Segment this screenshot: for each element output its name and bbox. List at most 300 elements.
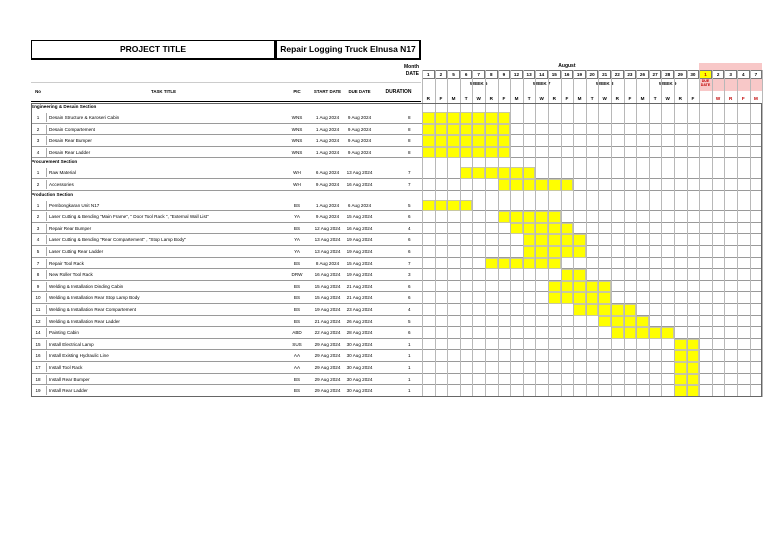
gantt-bar-cell: [523, 234, 536, 246]
gantt-bar-cell: [510, 167, 523, 179]
day-header-19: 28: [661, 70, 674, 79]
col-pic-header: PIC: [293, 89, 301, 94]
day-header-6: 9: [498, 70, 511, 79]
gantt-bar-cell: [548, 211, 561, 223]
grid-line: [586, 70, 587, 397]
gantt-bar-cell: [548, 246, 561, 258]
gantt-bar-cell: [535, 246, 548, 258]
gantt-bar-cell: [624, 304, 637, 316]
gantt-bar-cell: [674, 362, 687, 374]
grid-line: [636, 70, 637, 397]
task-due-date: 21 Aug 2024: [346, 283, 373, 289]
task-pic: WH: [293, 182, 301, 187]
task-no: 11: [35, 307, 41, 312]
task-title: Raw Material: [46, 168, 282, 177]
task-pic: AA: [293, 365, 301, 370]
task-no: 19: [35, 388, 41, 394]
day-header-26: 7: [750, 70, 763, 79]
gantt-bar-cell: [661, 327, 674, 339]
task-no: 15: [35, 341, 41, 347]
grid-line: [712, 70, 713, 397]
grid-line: [485, 70, 486, 397]
task-duration: 6: [408, 214, 411, 220]
task-title: Welding & Installation Rear Compartement: [46, 305, 282, 314]
task-due-date: 28 Aug 2024: [346, 330, 373, 336]
day-header-17: 26: [636, 70, 649, 79]
gantt-bar-cell: [460, 200, 473, 212]
task-title: Install Rear Ladder: [46, 386, 282, 395]
task-duration: 8: [408, 138, 411, 144]
due-date-label: DUE DATE: [700, 79, 711, 87]
weekday-17: M: [640, 96, 645, 101]
task-start-date: 19 Aug 2024: [314, 307, 341, 312]
weekday-15: R: [615, 96, 619, 101]
col-task-header: TASK TITLE: [150, 89, 177, 94]
task-title: Desain Rear Ladder: [46, 148, 282, 157]
gantt-bar-cell: [472, 135, 485, 147]
task-duration: 5: [408, 318, 411, 324]
task-pic: YA: [294, 237, 300, 243]
task-pic: BS: [293, 295, 301, 301]
task-duration: 6: [408, 283, 411, 289]
day-header-7: 12: [510, 70, 523, 79]
task-pic: WNS: [291, 149, 303, 155]
gantt-bar-cell: [573, 234, 586, 246]
gantt-bar-cell: [598, 281, 611, 293]
gantt-bar-cell: [422, 112, 435, 124]
task-no: 2: [36, 214, 40, 220]
day-header-4: 7: [472, 70, 485, 79]
task-pic: YA: [294, 249, 300, 254]
weekday-2: M: [451, 96, 456, 101]
task-start-date: 1 Aug 2024: [315, 126, 340, 132]
day-header-22: 1: [699, 70, 712, 79]
task-pic: BS: [293, 260, 301, 266]
gantt-bar-cell: [510, 258, 523, 270]
task-title: Welding & Installation Dinding Cabin: [46, 282, 282, 291]
task-due-date: 21 Aug 2024: [346, 295, 373, 301]
task-no: 1: [36, 115, 40, 120]
gantt-bar-cell: [561, 269, 574, 281]
grid-line: [498, 70, 499, 397]
task-due-date: 30 Aug 2024: [346, 353, 373, 359]
col-no-header: No: [35, 89, 41, 94]
gantt-bar-cell: [548, 292, 561, 304]
day-header-12: 19: [573, 70, 586, 79]
gantt-bar-cell: [447, 200, 460, 212]
task-duration: 4: [408, 307, 411, 312]
gantt-bar-cell: [561, 281, 574, 293]
gantt-bar-cell: [598, 292, 611, 304]
gantt-bar-cell: [561, 292, 574, 304]
gantt-bar-cell: [447, 124, 460, 136]
gantt-bar-cell: [435, 147, 448, 159]
section-title-1: Procurement Section: [31, 159, 78, 165]
task-start-date: 22 Aug 2024: [314, 330, 341, 336]
task-duration: 1: [408, 353, 411, 359]
week-label-8: WEEK 8: [595, 81, 614, 86]
day-header-1: 2: [435, 70, 448, 79]
task-duration: 5: [408, 202, 411, 208]
gantt-bar-cell: [498, 124, 511, 136]
task-title: Install Tool Rack: [46, 363, 282, 372]
task-duration: 8: [408, 126, 411, 132]
gantt-bar-cell: [535, 223, 548, 235]
gantt-bar-cell: [561, 223, 574, 235]
task-due-date: 16 Aug 2024: [346, 225, 373, 231]
task-no: 12: [35, 318, 41, 324]
task-duration: 6: [408, 249, 411, 254]
task-duration: 7: [408, 182, 411, 187]
gantt-bar-cell: [624, 327, 637, 339]
gantt-bar-cell: [472, 124, 485, 136]
day-header-14: 21: [598, 70, 611, 79]
gantt-bar-cell: [472, 112, 485, 124]
gantt-bar-cell: [460, 124, 473, 136]
gantt-bar-cell: [535, 211, 548, 223]
task-due-date: 30 Aug 2024: [346, 341, 373, 347]
gantt-bar-cell: [447, 147, 460, 159]
gantt-bar-cell: [573, 246, 586, 258]
weekday-14: W: [602, 96, 607, 101]
weekday-25: F: [741, 96, 745, 101]
gantt-bar-cell: [485, 258, 498, 270]
gantt-bar-cell: [485, 112, 498, 124]
grid-line: [661, 70, 662, 397]
task-title: New Roller Tool Rack: [46, 270, 282, 279]
gantt-bar-cell: [460, 112, 473, 124]
day-header-3: 6: [460, 70, 473, 79]
gantt-bar-cell: [498, 211, 511, 223]
task-due-date: 15 Aug 2024: [346, 214, 373, 220]
gantt-bar-cell: [548, 223, 561, 235]
weekday-22: T: [704, 96, 707, 101]
task-title: Laser Cutting Rear Ladder: [46, 247, 282, 256]
gantt-bar-cell: [435, 200, 448, 212]
gantt-bar-cell: [535, 258, 548, 270]
weekday-20: R: [678, 96, 682, 101]
grid-line: [611, 70, 612, 397]
grid-line: [422, 70, 423, 397]
weekday-5: R: [489, 96, 493, 101]
task-title: Painting Cabin: [46, 328, 282, 337]
day-header-11: 16: [561, 70, 574, 79]
task-due-date: 19 Aug 2024: [346, 249, 373, 254]
weekday-7: M: [514, 96, 519, 101]
task-start-date: 29 Aug 2024: [314, 388, 341, 394]
task-no: 14: [35, 330, 41, 336]
task-start-date: 1 Aug 2024: [315, 138, 340, 144]
grid-line: [724, 70, 725, 397]
gantt-bar-cell: [598, 304, 611, 316]
gantt-bar-cell: [523, 246, 536, 258]
task-no: 5: [36, 249, 40, 254]
task-due-date: 19 Aug 2024: [346, 272, 373, 278]
weekday-12: M: [577, 96, 582, 101]
grid-line: [624, 70, 625, 397]
task-pic: AA: [293, 353, 301, 359]
col-duration-header: DURATION: [385, 89, 412, 95]
weekday-24: R: [729, 96, 733, 101]
project-title-label: PROJECT TITLE: [31, 40, 276, 60]
task-duration: 4: [408, 225, 411, 231]
gantt-bar-cell: [636, 316, 649, 328]
task-duration: 1: [408, 341, 411, 347]
gantt-bar-cell: [422, 147, 435, 159]
gantt-bar-cell: [649, 327, 662, 339]
gantt-bar-cell: [523, 211, 536, 223]
weekday-21: F: [691, 96, 695, 101]
week-label-7: WEEK 7: [532, 81, 551, 86]
gantt-bar-cell: [674, 350, 687, 362]
task-no: 9: [36, 283, 40, 289]
task-start-date: 6 Aug 2024: [315, 170, 340, 176]
gantt-bar-cell: [498, 147, 511, 159]
task-start-date: 8 Aug 2024: [315, 260, 340, 266]
day-header-9: 14: [535, 70, 548, 79]
gantt-bar-cell: [674, 385, 687, 397]
gantt-bar-cell: [611, 304, 624, 316]
grid-line: [737, 70, 738, 397]
day-header-0: 1: [422, 70, 435, 79]
task-no: 4: [36, 149, 40, 155]
weekday-4: W: [476, 96, 481, 101]
grid-line: [687, 70, 688, 397]
gantt-bar-cell: [460, 167, 473, 179]
gantt-bar-cell: [586, 281, 599, 293]
task-title: Desain Compartement: [46, 125, 282, 134]
weekday-9: W: [539, 96, 544, 101]
gantt-bar-cell: [674, 339, 687, 351]
task-no: 2: [36, 126, 40, 132]
weekday-6: F: [502, 96, 506, 101]
task-no: 7: [36, 260, 40, 266]
gantt-bar-cell: [636, 327, 649, 339]
grid-line: [472, 70, 473, 397]
grid-line: [762, 70, 763, 397]
task-title: Welding & Installation Rear Ladder: [46, 317, 282, 326]
task-due-date: 9 Aug 2024: [347, 138, 372, 144]
gantt-bar-cell: [573, 269, 586, 281]
gantt-bar-cell: [485, 147, 498, 159]
week-label-9: WEEK 9: [658, 81, 677, 86]
task-pic: BS: [293, 388, 301, 394]
grid-line: [535, 70, 536, 397]
gantt-bar-cell: [674, 374, 687, 386]
gantt-bar-cell: [586, 292, 599, 304]
task-title: Install Electrical Lamp: [46, 340, 282, 349]
gantt-bar-cell: [472, 147, 485, 159]
task-pic: YA: [294, 214, 300, 220]
gantt-bar-cell: [498, 135, 511, 147]
task-due-date: 30 Aug 2024: [346, 365, 373, 370]
task-no: 10: [35, 295, 41, 301]
task-due-date: 6 Aug 2024: [347, 202, 372, 208]
gantt-bar-cell: [460, 135, 473, 147]
gantt-bar-cell: [611, 316, 624, 328]
gantt-bar-cell: [472, 167, 485, 179]
day-header-20: 29: [674, 70, 687, 79]
task-duration: 7: [408, 170, 411, 176]
gantt-bar-cell: [498, 179, 511, 191]
task-start-date: 15 Aug 2024: [314, 295, 341, 301]
task-title: Desain Structure & Karoseri Cabin: [46, 113, 282, 122]
day-header-5: 8: [485, 70, 498, 79]
task-title: Repair Rear Bumper: [46, 224, 282, 233]
task-duration: 6: [408, 330, 411, 336]
task-duration: 3: [408, 272, 411, 278]
task-duration: 8: [408, 149, 411, 155]
weekday-13: T: [590, 96, 594, 101]
grid-line: [750, 70, 751, 397]
gantt-bar-cell: [523, 258, 536, 270]
col-start-header: START DATE: [313, 89, 342, 94]
task-due-date: 9 Aug 2024: [347, 149, 372, 155]
gantt-bar-cell: [687, 350, 700, 362]
week-label-6: WEEK 6: [469, 81, 488, 86]
gantt-bar-cell: [687, 374, 700, 386]
weekday-3: T: [464, 96, 468, 101]
weekday-19: W: [665, 96, 670, 101]
task-pic: BS: [293, 225, 301, 231]
col-due-header: DUE DATE: [348, 89, 371, 94]
task-pic: WNS: [291, 126, 303, 132]
gantt-bar-cell: [460, 147, 473, 159]
task-no: 2: [36, 182, 40, 187]
day-header-21: 30: [687, 70, 700, 79]
gantt-bar-cell: [523, 167, 536, 179]
task-pic: ABD: [292, 330, 302, 336]
day-header-24: 3: [724, 70, 737, 79]
grid-line: [510, 70, 511, 397]
task-start-date: 9 Aug 2024: [315, 182, 340, 187]
day-header-16: 23: [624, 70, 637, 79]
task-start-date: 1 Aug 2024: [315, 202, 340, 208]
project-title-value: Repair Logging Truck Elnusa N17: [276, 40, 421, 60]
column-header-row: [31, 82, 421, 102]
task-due-date: 16 Aug 2024: [346, 182, 373, 187]
task-title: Laser Cutting & Bending "Rear Compartement" , "Stop Lamp Body": [46, 235, 282, 244]
weekday-18: T: [653, 96, 657, 101]
task-start-date: 13 Aug 2024: [314, 249, 341, 254]
weekday-10: R: [552, 96, 556, 101]
gantt-bar-cell: [561, 246, 574, 258]
day-header-13: 20: [586, 70, 599, 79]
weekday-0: R: [426, 96, 430, 101]
gantt-bar-cell: [498, 258, 511, 270]
gantt-bar-cell: [523, 179, 536, 191]
task-due-date: 30 Aug 2024: [346, 376, 373, 382]
task-title: Pembongkaran Unit N17: [46, 201, 282, 210]
task-pic: WNS: [291, 115, 303, 120]
gantt-bar-cell: [485, 124, 498, 136]
task-no: 3: [36, 138, 40, 144]
task-pic: BS: [293, 318, 301, 324]
task-pic: SUS: [292, 341, 302, 347]
task-due-date: 26 Aug 2024: [346, 318, 373, 324]
task-no: 3: [36, 225, 40, 231]
task-pic: DRW: [291, 272, 303, 278]
gantt-bar-cell: [611, 327, 624, 339]
gantt-bar-cell: [624, 316, 637, 328]
gantt-bar-cell: [435, 124, 448, 136]
grid-line: [447, 70, 448, 397]
gantt-bar-cell: [435, 135, 448, 147]
task-start-date: 29 Aug 2024: [314, 365, 341, 370]
task-duration: 8: [408, 115, 411, 120]
gantt-bar-cell: [687, 339, 700, 351]
task-due-date: 9 Aug 2024: [347, 126, 372, 132]
gantt-bar-cell: [523, 223, 536, 235]
gantt-bar-cell: [485, 135, 498, 147]
gantt-bar-cell: [548, 281, 561, 293]
task-duration: 1: [408, 376, 411, 382]
weekday-26: M: [753, 96, 758, 101]
weekday-8: T: [527, 96, 531, 101]
task-pic: WNS: [291, 138, 303, 144]
day-header-18: 27: [649, 70, 662, 79]
task-title: Install Rear Bumper: [46, 375, 282, 384]
task-no: 17: [35, 365, 41, 370]
task-pic: BS: [293, 307, 301, 312]
task-start-date: 13 Aug 2024: [314, 237, 341, 243]
gantt-bar-cell: [498, 112, 511, 124]
task-title: Laser Cutting & Bending "Main Frame", " Door Tool Rack ", "External Wall List": [46, 212, 282, 221]
task-pic: WH: [293, 170, 301, 176]
section-title-2: Production Section: [31, 191, 74, 197]
gantt-bar-cell: [510, 223, 523, 235]
day-header-10: 15: [548, 70, 561, 79]
month-header-august: August: [558, 63, 576, 69]
gantt-bar-cell: [687, 362, 700, 374]
day-header-2: 5: [447, 70, 460, 79]
task-title: Desain Rear Bumper: [46, 136, 282, 145]
grid-line: [699, 70, 700, 397]
gantt-bar-cell: [561, 179, 574, 191]
task-start-date: 29 Aug 2024: [314, 376, 341, 382]
gantt-bar-cell: [535, 179, 548, 191]
task-duration: 6: [408, 295, 411, 301]
gantt-bar-cell: [498, 167, 511, 179]
gantt-bar-cell: [510, 179, 523, 191]
gantt-bar-cell: [573, 292, 586, 304]
task-title: Repair Tool Rack: [46, 259, 282, 268]
task-title: Install Existing Hydraulic Line: [46, 351, 282, 360]
task-due-date: 30 Aug 2024: [346, 388, 373, 394]
task-pic: BS: [293, 202, 301, 208]
gantt-bar-cell: [485, 167, 498, 179]
gantt-bar-cell: [447, 112, 460, 124]
task-due-date: 23 Aug 2024: [346, 307, 373, 312]
grid-line: [561, 70, 562, 397]
gantt-bar-cell: [561, 234, 574, 246]
grid-line: [435, 70, 436, 397]
task-no: 8: [36, 272, 40, 278]
task-pic: BS: [293, 283, 301, 289]
gantt-bar-cell: [447, 135, 460, 147]
task-duration: 1: [408, 388, 411, 394]
grid-line: [548, 70, 549, 397]
task-due-date: 13 Aug 2024: [346, 170, 373, 176]
gantt-bar-cell: [598, 316, 611, 328]
date-label: DATE: [405, 71, 419, 77]
grid-line: [598, 70, 599, 397]
grid-line: [674, 70, 675, 397]
gantt-bar-cell: [687, 385, 700, 397]
gantt-bar-cell: [573, 304, 586, 316]
task-no: 1: [36, 202, 40, 208]
gantt-bar-cell: [586, 304, 599, 316]
